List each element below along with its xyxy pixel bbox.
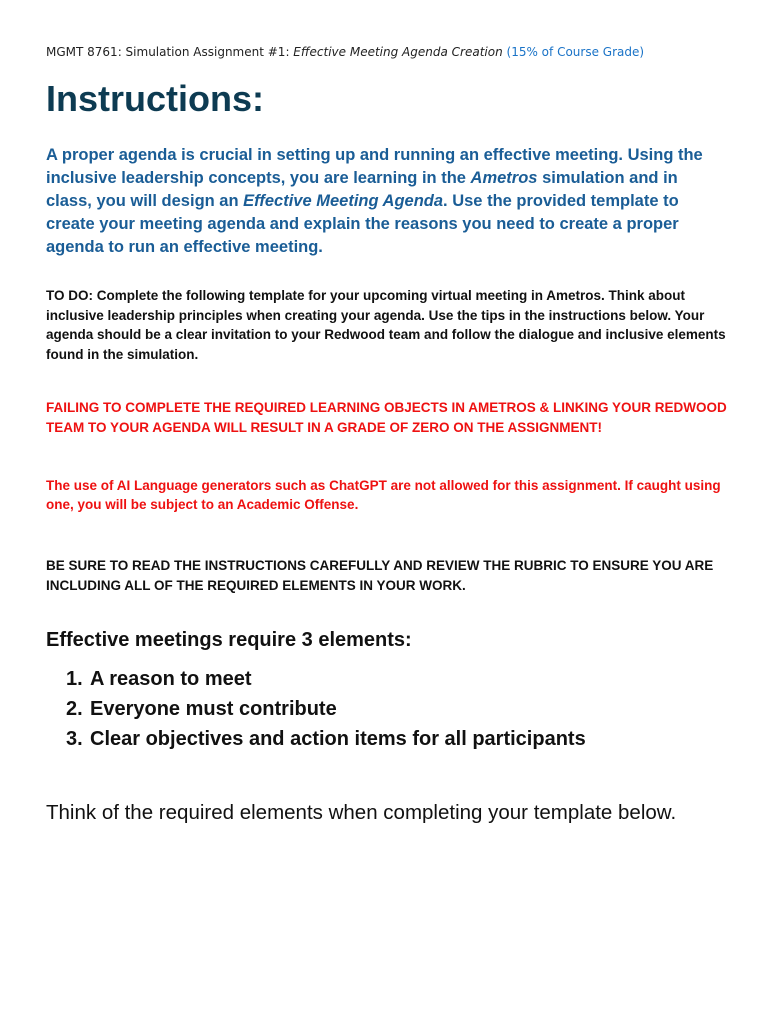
intro-ametros: Ametros: [470, 169, 538, 187]
page-title: Instructions:: [46, 78, 265, 119]
warning-ai-usage: The use of AI Language generators such as ChatGPT are not allowed for this assignment. If caught using one, you will be subject to an Academic Offense.: [46, 478, 721, 512]
grade-weight: (15% of Course Grade): [506, 45, 645, 59]
elements-heading: Effective meetings require 3 elements:: [46, 629, 412, 651]
list-item-text: Clear objectives and action items for all participants: [90, 728, 586, 750]
list-item: [66, 694, 586, 724]
list-item-number: 2.: [66, 698, 83, 720]
list-item-number: 1.: [66, 668, 83, 690]
intro-agenda: Effective Meeting Agenda: [243, 192, 444, 210]
intro-part-2: simulation and in class, you will design an: [46, 169, 678, 210]
course-label: MGMT 8761: Simulation Assignment #1:: [46, 45, 294, 59]
list-item: [66, 664, 586, 694]
todo-paragraph: TO DO: Complete the following template for your upcoming virtual meeting in Ametros. Think about inclusive leadership principles when creating your agenda. Use the tips in the instructions below. Your agenda should be a clear invitation to your Redwood team and follow the dialogue and inclusive elements found in the simulation.: [46, 288, 726, 362]
intro-paragraph: [46, 144, 726, 259]
closing-paragraph: Think of the required elements when completing your template below.: [46, 801, 677, 824]
list-item-text: A reason to meet: [90, 668, 252, 690]
list-item: [66, 724, 586, 754]
warning-zero-grade: FAILING TO COMPLETE THE REQUIRED LEARNING OBJECTS IN AMETROS & LINKING YOUR REDWOOD TEAM TO YOUR AGENDA WILL RESULT IN A GRADE OF ZERO ON THE ASSIGNMENT!: [46, 400, 727, 435]
course-header: [46, 45, 644, 59]
elements-list: [66, 664, 586, 754]
read-instructions-notice: BE SURE TO READ THE INSTRUCTIONS CAREFULLY AND REVIEW THE RUBRIC TO ENSURE YOU ARE INCLUDING ALL OF THE REQUIRED ELEMENTS IN YOUR WORK.: [46, 558, 714, 593]
intro-part-3: . Use the provided template to create your meeting agenda and explain the reasons you need to create a proper agenda to run an effective meeting.: [46, 192, 679, 256]
intro-part-1: A proper agenda is crucial in setting up and running an effective meeting. Using the inclusive leadership concepts, you are learning in the: [46, 146, 703, 187]
assignment-name: Effective Meeting Agenda Creation: [293, 45, 503, 59]
list-item-text: Everyone must contribute: [90, 698, 337, 720]
list-item-number: 3.: [66, 728, 83, 750]
